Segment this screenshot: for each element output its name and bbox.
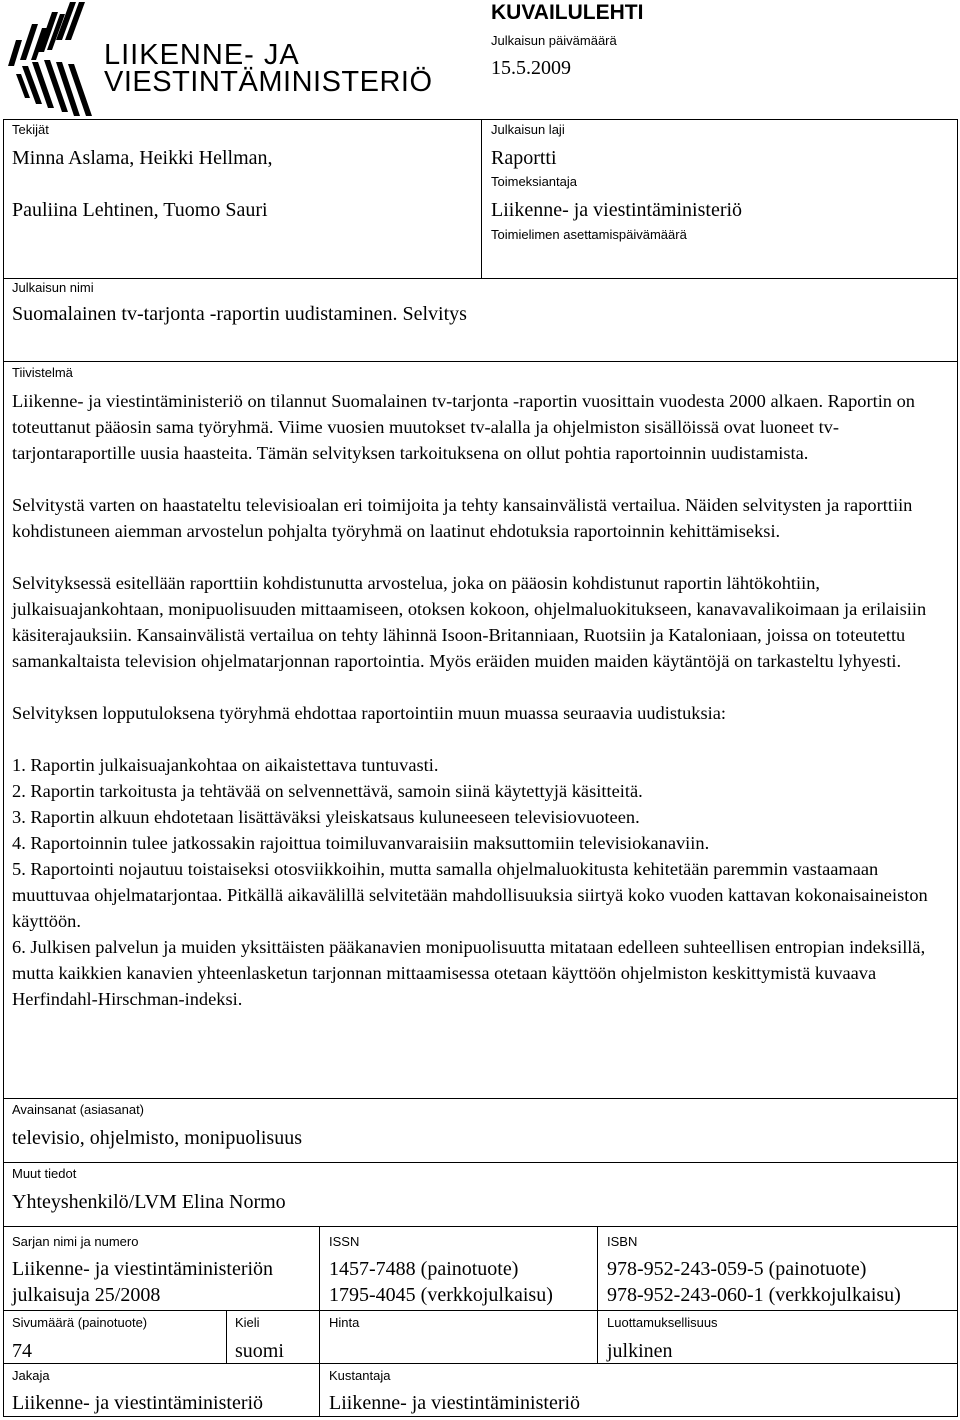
rule-after-keywords xyxy=(3,1162,958,1163)
rule-left xyxy=(3,119,4,1416)
publication-type-value: Raportti xyxy=(491,147,557,169)
language-label: Kieli xyxy=(235,1315,260,1330)
publisher-label: Kustantaja xyxy=(329,1368,391,1383)
commissioner-value: Liikenne- ja viestintäministeriö xyxy=(491,199,743,221)
rule-after-other-info xyxy=(3,1226,958,1227)
other-info-value: Yhteyshenkilö/LVM Elina Normo xyxy=(12,1191,286,1213)
publication-type-label: Julkaisun laji xyxy=(491,122,565,137)
rule-after-abstract xyxy=(3,1098,958,1099)
rule-col-lang xyxy=(226,1310,227,1363)
proposal-item: 1. Raportin julkaisuajankohtaa on aikaistettava tuntuvasti. xyxy=(12,755,439,775)
rule-after-series xyxy=(3,1310,958,1311)
issn-label: ISSN xyxy=(329,1234,360,1249)
abstract-paragraph: Selvitystä varten on haastateltu televisioalan eri toimijoita ja tehty kansainvälistä vertailua. Näiden selvitysten ja raporttiin kohdistuneen aiemman arvostelun pohjalta työryhmä on laatinut ehdotuksia raportoinnin kehittämiseksi. xyxy=(12,495,913,541)
distribution-label: Jakaja xyxy=(12,1368,50,1383)
title-label: Julkaisun nimi xyxy=(12,280,94,295)
isbn-line1: 978-952-243-059-5 (painotuote) xyxy=(607,1258,867,1280)
rule-col-1 xyxy=(319,1226,320,1416)
authors-line2: Pauliina Lehtinen, Tuomo Sauri xyxy=(12,199,268,221)
ministry-logo xyxy=(8,0,468,118)
series-label: Sarjan nimi ja numero xyxy=(12,1234,139,1249)
logo-mark-icon xyxy=(8,0,98,118)
proposal-item: 2. Raportin tarkoitusta ja tehtävää on selvennettävä, samoin siinä käytettyjä käsitteitä. xyxy=(12,781,643,801)
abstract-paragraph: Liikenne- ja viestintäministeriö on tilannut Suomalainen tv-tarjonta -raportin vuosittain vuodesta 2000 alkaen. Raportin on toteuttanut pääosin sama työryhmä. Viime vuosien muutokset tv-alalla ja ohjelmiston sisällöissä ovat luoneet tv-tarjontaraportille uusia haasteita. Tämän selvityksen tarkoituksena on ollut pohtia raportoinnin uudistamista. xyxy=(12,391,915,463)
commissioner-label: Toimeksiantaja xyxy=(491,174,577,189)
keywords-label: Avainsanat (asiasanat) xyxy=(12,1102,145,1117)
proposal-item: 4. Raportoinnin tulee jatkossakin rajoittua toimiluvanvaraisiin maksuttomiin televisiokanaviin. xyxy=(12,833,710,853)
pub-date: 15.5.2009 xyxy=(491,57,571,79)
distribution-value: Liikenne- ja viestintäministeriö xyxy=(12,1392,264,1414)
publisher-value: Liikenne- ja viestintäministeriö xyxy=(329,1392,581,1414)
sheet-title: KUVAILULEHTI xyxy=(491,1,644,24)
rule-col-2 xyxy=(597,1226,598,1363)
keywords-value: televisio, ohjelmisto, monipuolisuus xyxy=(12,1127,302,1149)
issn-line1: 1457-7488 (painotuote) xyxy=(329,1258,519,1280)
proposal-item: 3. Raportin alkuun ehdotetaan lisättäväksi yleiskatsaus kuluneeseen televisiovuoteen. xyxy=(12,807,640,827)
language-value: suomi xyxy=(235,1340,284,1362)
rule-authors-divider xyxy=(481,119,482,278)
series-line1: Liikenne- ja viestintäministeriön xyxy=(12,1258,274,1280)
confidentiality-label: Luottamuksellisuus xyxy=(607,1315,718,1330)
proposal-item: 5. Raportointi nojautuu toistaiseksi otosviikkoihin, mutta samalla ohjelmaluokitusta kehitetään paremmin vastaamaan muuttuvaa ohjelmatarjontaa. Pitkällä aikavälillä selvitetään mahdollisuuksia siirtyä koko vuoden kattavan kokonaisaineiston käyttöön. xyxy=(12,859,928,931)
abstract-paragraph: Selvityksessä esitellään raporttiin kohdistunutta arvostelua, joka on pääosin kohdistunut raportin lähtökohtiin, julkaisuajankohtaan, monipuolisuuden mittaamiseen, otoksen kokoon, ohjelmaluokitukseen, kanavavalikoimaan ja erilaisiin käsiterajauksiin. Kansainvälistä vertailua on tehty lähinnä Isoon-Britanniaan, Ruotsiin ja Kataloniaan, joissa on toteutettu samankaltaista television ohjelmatarjonnan raportointia. Myös eräiden muiden maiden käytäntöjä on tarkasteltu lyhyesti. xyxy=(12,573,927,671)
logo-text-line1: LIIKENNE- JA xyxy=(104,39,300,71)
rule-right xyxy=(957,119,958,1416)
rule-after-title xyxy=(3,361,958,362)
rule-after-authors xyxy=(3,278,958,279)
abstract-body xyxy=(12,388,940,1012)
publication-title: Suomalainen tv-tarjonta -raportin uudistaminen. Selvitys xyxy=(12,303,467,325)
other-info-label: Muut tiedot xyxy=(12,1166,77,1181)
confidentiality-value: julkinen xyxy=(607,1340,673,1362)
pages-label: Sivumäärä (painotuote) xyxy=(12,1315,148,1330)
abstract-label: Tiivistelmä xyxy=(12,365,73,380)
authors-line1: Minna Aslama, Heikki Hellman, xyxy=(12,147,273,169)
logo-text-line2: VIESTINTÄMINISTERIÖ xyxy=(104,66,433,98)
isbn-label: ISBN xyxy=(607,1234,638,1249)
body-setup-date-label: Toimielimen asettamispäivämäärä xyxy=(491,227,687,242)
pub-date-label: Julkaisun päivämäärä xyxy=(491,33,617,48)
pages-value: 74 xyxy=(12,1340,32,1362)
abstract-paragraph: Selvityksen lopputuloksena työryhmä ehdottaa raportointiin muun muassa seuraavia uudistuksia: xyxy=(12,703,727,723)
rule-after-pages xyxy=(3,1363,958,1364)
authors-label: Tekijät xyxy=(12,122,49,137)
rule-bottom xyxy=(3,1416,958,1417)
isbn-line2: 978-952-243-060-1 (verkkojulkaisu) xyxy=(607,1284,901,1306)
series-line2: julkaisuja 25/2008 xyxy=(12,1284,161,1306)
proposal-item: 6. Julkisen palvelun ja muiden yksittäisten pääkanavien monipuolisuutta mitataan edelleen suhteellisen entropian indeksillä, mutta kaikkien kanavien yhteenlasketun tarjonnan mittaamisessa otetaan käyttöön ohjelmiston keskittymistä kuvaava Herfindahl-Hirschman-indeksi. xyxy=(12,937,926,1009)
issn-line2: 1795-4045 (verkkojulkaisu) xyxy=(329,1284,553,1306)
price-label: Hinta xyxy=(329,1315,360,1330)
